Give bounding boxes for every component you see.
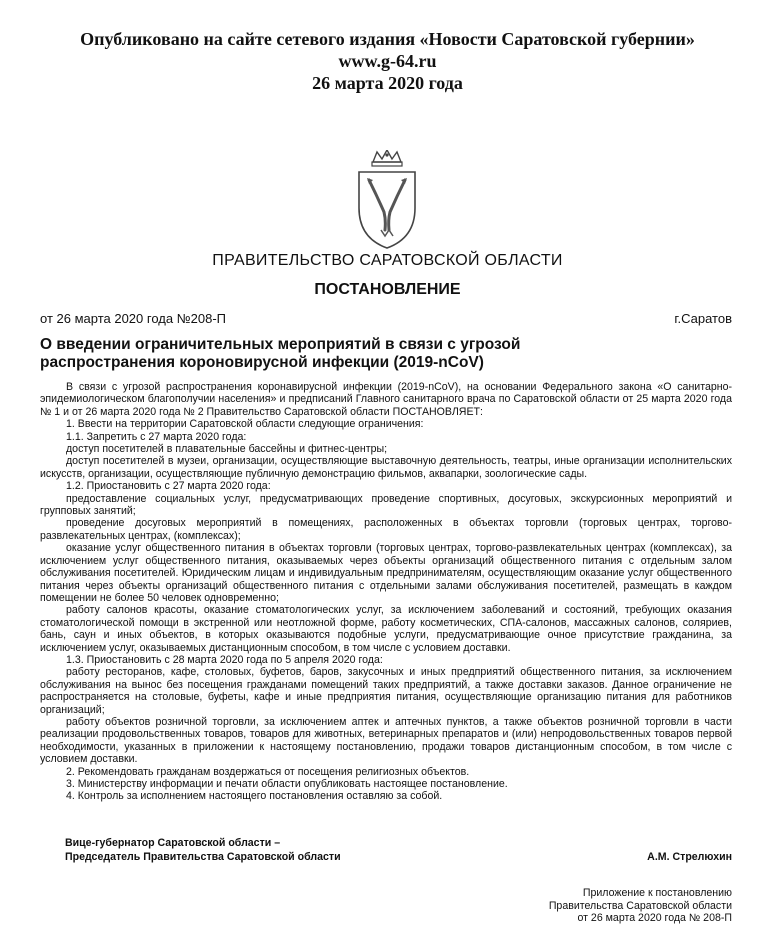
body-paragraph: 1. Ввести на территории Саратовской области следующие ограничения: xyxy=(66,418,424,431)
body-paragraph: работу ресторанов, кафе, столовых, буфетов, баров, закусочных и иных предприятий общественного питания, за исключением обслуживания на вынос без посещения гражданами помещений таких предприятий, а также доставки заказов. Данное ограничение не распространяется на столовые, буфеты, кафе и иные предприятия питания, осуществляющие организацию питания для работников организаций; xyxy=(40,666,732,716)
signer-name: А.М. Стрелюхин xyxy=(647,851,732,863)
body-paragraph: 2. Рекомендовать гражданам воздержаться от посещения религиозных объектов. xyxy=(66,765,470,778)
body-paragraph: доступ посетителей в музеи, организации, осуществляющие выставочную деятельность, театры, иные организации исполнительских искусств, организации, осуществляющие публичную демонстрацию фильмов, аквапарки, зоологические сады. xyxy=(40,455,732,480)
body-paragraph: работу объектов розничной торговли, за исключением аптек и аптечных пунктов, а также объектов розничной торговли в части реализации продовольственных товаров, товаров для животных, ветеринарных препаратов и (или) непродовольственных товаров первой необходимости, указанных в приложении к настоящему постановлению, продажи товаров дистанционным способом, в том числе с условием доставки. xyxy=(40,715,732,766)
body-paragraph: В связи с угрозой распространения коронавирусной инфекции (2019-nCoV), на основании Федерального закона «О санитарно-эпидемиологическом благополучии населения» и предписаний Главного санитарного врача по Саратовской области от 25 марта 2020 года № 1 и от 26 марта 2020 года № 2 Правительство Саратовской области ПОСТАНОВЛЯЕТ: xyxy=(40,381,732,418)
publication-header xyxy=(0,28,775,94)
publication-date: 26 марта 2020 года xyxy=(312,73,463,93)
body-paragraph: 1.2. Приостановить с 27 марта 2020 года: xyxy=(66,480,271,493)
body-paragraph: 1.1. Запретить с 27 марта 2020 года: xyxy=(66,430,247,443)
saratov-coat-of-arms-icon xyxy=(355,150,419,250)
document-type: ПОСТАНОВЛЕНИЕ xyxy=(314,281,461,298)
body-paragraph: 1.3. Приостановить с 28 марта 2020 года по 5 апреля 2020 года: xyxy=(66,653,383,666)
body-paragraph: доступ посетителей в плавательные бассейны и фитнес-центры; xyxy=(66,443,388,456)
publication-website: www.g-64.ru xyxy=(338,51,437,71)
signer-position-line-1: Вице-губернатор Саратовской области – xyxy=(65,837,281,849)
body-paragraph: 4. Контроль за исполнением настоящего постановления оставляю за собой. xyxy=(66,790,443,803)
signature-block xyxy=(65,836,732,864)
appendix-line-1: Приложение к постановлению xyxy=(582,887,732,899)
publication-notice: Опубликовано на сайте сетевого издания «Новости Саратовской губернии» xyxy=(80,29,695,49)
document-body xyxy=(40,381,732,803)
document-date-number-line xyxy=(40,311,732,326)
document-heading xyxy=(40,336,732,372)
appendix-line-3: от 26 марта 2020 года № 208-П xyxy=(577,912,732,924)
body-paragraph: 3. Министерству информации и печати области опубликовать настоящее постановление. xyxy=(66,778,508,790)
body-paragraph: предоставление социальных услуг, предусматривающих проведение спортивных, досуговых, экскурсионных мероприятий и групповых занятий; xyxy=(40,492,732,518)
signer-position-line-2: Председатель Правительства Саратовской области xyxy=(65,851,341,863)
body-paragraph: оказание услуг общественного питания в объектах торговли (торговых центрах, торгово-развлекательных центрах (комплексах), за исключением услуг общественного питания, оказываемых через объекты организаций общественного питания с отдельным залом обслуживания посетителей. Юридическим лицам и индивидуальным предпринимателям, осуществляющим оказание услуг общественного питания через объекты организаций общественного питания с отдельными залами обслуживания посетителей, размещать в каждом помещении не более 50 человек одновременно; xyxy=(40,542,732,604)
body-paragraph: работу салонов красоты, оказание стоматологических услуг, за исключением заболеваний и состояний, требующих оказания стоматологической помощи в экстренной или неотложной форме, работу косметических, СПА-салонов, массажных салонов, соляриев, бань, саун и иных объектов, в которых оказываются подобные услуги, предусматривающие очное присутствие гражданина, за исключением услуг, оказываемых дистанционным способом, в том числе с условием доставки. xyxy=(40,604,732,654)
document-heading-line-2: распространения короновирусной инфекции (2019-nCoV) xyxy=(40,354,484,371)
document-heading-line-1: О введении ограничительных мероприятий в связи с угрозой xyxy=(40,336,521,353)
document-date-number: от 26 марта 2020 года №208-П xyxy=(40,311,227,326)
government-name: ПРАВИТЕЛЬСТВО САРАТОВСКОЙ ОБЛАСТИ xyxy=(212,252,563,269)
body-paragraph: проведение досуговых мероприятий в помещениях, расположенных в объектах торговли (торговых центрах, торгово-развлекательных центрах, (комплексах); xyxy=(40,517,732,542)
appendix-note xyxy=(549,887,732,925)
document-city: г.Саратов xyxy=(674,311,732,326)
appendix-line-2: Правительства Саратовской области xyxy=(548,899,732,912)
